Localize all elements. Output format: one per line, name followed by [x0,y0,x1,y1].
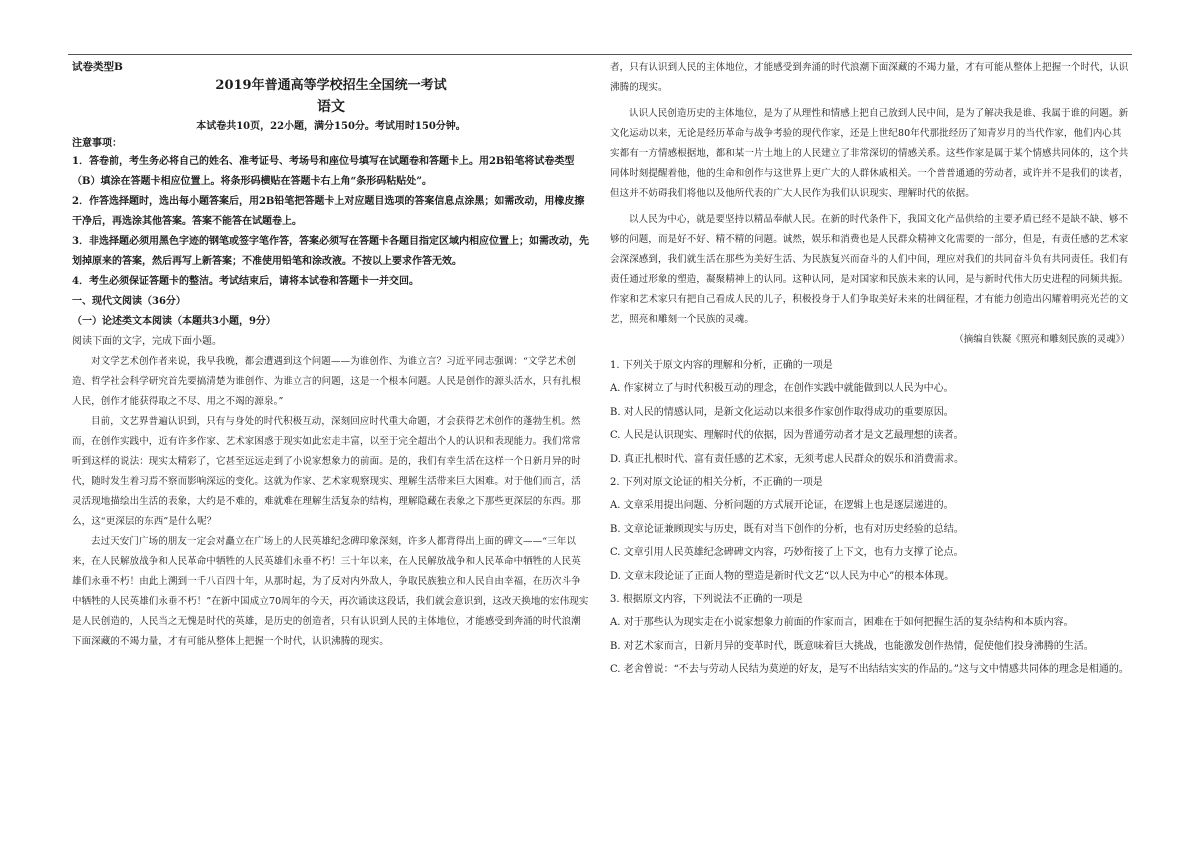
question-2-option-c: C. 文章引用人民英雄纪念碑碑文内容，巧妙衔接了上下文，也有力支撑了论点。 [610,547,964,558]
notice-item-3: 3．非选择题必须用黑色字迹的钢笔或签字笔作答，答案必须写在答题卡各题目指定区域内相应位置上；如需改动，先划掉原来的答案，然后再写上新答案；不准使用铅笔和涂改液。不按以上要求作答无效。 [72,236,589,267]
section-title: 一、现代文阅读（36分） [72,296,186,307]
left-column [72,58,590,652]
passage-paragraph-3: 去过天安门广场的朋友一定会对矗立在广场上的人民英雄纪念碑印象深刻，许多人都背得出上面的碑文——“三年以来，在人民解放战争和人民革命中牺牲的人民英雄们永垂不朽！三十年以来，在人民解放战争和人民革命中牺牲的人民英雄们永垂不朽！由此上溯到一千八百四十年，从那时起，为了反对内外敌人，争取民族独立和人民自由幸福，在历次斗争中牺牲的人民英雄们永垂不朽！”在新中国成立70周年的今天，再次诵读这段话，我们就会意识到，这改天换地的宏伟现实是人民创造的，人民当之无愧是时代的英雄，是历史的创造者，只有认识到人民的主体地位，才能感受到奔涌的时代浪潮下面深藏的不竭力量，才有可能从整体上把握一个时代，认识沸腾的现实。 [72,536,589,647]
question-1-stem: 1. 下列关于原文内容的理解和分析，正确的一项是 [610,360,833,371]
notice-item-1: 1．答卷前，考生务必将自己的姓名、准考证号、考场号和座位号填写在试题卷和答题卡上。用2B铅笔将试卷类型（B）填涂在答题卡相应位置上。将条形码横贴在答题卡右上角“条形码粘贴处”。 [72,156,575,187]
question-2-option-d: D. 文章末段论证了正面人物的塑造是新时代文艺“以人民为中心”的根本体现。 [610,570,955,582]
exam-type-label: 试卷类型B [72,61,123,73]
notice-item-2: 2．作答选择题时，选出每小题答案后，用2B铅笔把答题卡上对应题目选项的答案信息点涂黑；如需改动，用橡皮擦干净后，再选涂其他答案。答案不能答在试题卷上。 [72,196,585,227]
reading-instruction: 阅读下面的文字，完成下面小题。 [72,336,222,347]
question-1-option-b: B. 对人民的情感认同，是新文化运动以来很多作家创作取得成功的重要原因。 [610,406,954,418]
question-1-option-c: C. 人民是认识现实、理解时代的依据，因为普通劳动者才是文艺最理想的读者。 [610,430,964,441]
question-3-stem: 3. 根据原文内容，下列说法不正确的一项是 [610,594,803,605]
question-2-option-a: A. 文章采用提出问题、分析问题的方式展开论证，在逻辑上也是逐层递进的。 [610,500,954,511]
section-subtitle: （一）论述类文本阅读（本题共3小题，9分） [72,316,276,327]
passage-source: （摘编自铁凝《照亮和雕刻民族的灵魂》） [954,334,1130,345]
question-1-option-a: A. 作家树立了与时代积极互动的理念，在创作实践中就能做到以人民为中心。 [610,383,954,394]
question-2 [610,471,1130,588]
right-column [610,58,1130,682]
exam-title: 2019年普通高等学校招生全国统一考试 [215,78,447,93]
question-2-option-b: B. 文章论证兼顾现实与历史，既有对当下创作的分析，也有对历史经验的总结。 [610,523,964,535]
notice-item-4: 4．考生必须保证答题卡的整洁。考试结束后，请将本试卷和答题卡一并交回。 [72,276,419,287]
passage-paragraph-3-continued: 者，只有认识到人民的主体地位，才能感受到奔涌的时代浪潮下面深藏的不竭力量，才有可能从整体上把握一个时代，认识沸腾的现实。 [610,62,1129,93]
subject-title: 语文 [317,99,345,115]
passage-paragraph-4: 认识人民创造历史的主体地位，是为了从理性和情感上把自己放到人民中间，是为了解决我是谁、我属于谁的问题。新文化运动以来，无论是经历革命与战争考验的现代作家，还是上世纪80年代那批经历了知青岁月的当代作家，他们内心其实都有一方情感根据地，都和某一片土地上的人民建立了非常深切的情感关系。这些作家是属于某个情感共同体的，这个共同体时刻提醒着他，他的生命和创作与这世界上更广大的人群休戚相关。一个普普通通的劳动者，或许并不是我们的读者，但这并不妨碍我们将他以及他所代表的广大人民作为我们认识现实、理解时代的依据。 [610,108,1129,199]
question-2-stem: 2. 下列对原文论证的相关分析，不正确的一项是 [610,477,823,488]
notice-title: 注意事项： [72,138,122,149]
passage-paragraph-2: 目前，文艺界普遍认识到，只有与身处的时代积极互动，深刻回应时代重大命题，才会获得艺术创作的蓬勃生机。然而，在创作实践中，近有许多作家、艺术家困惑于现实如此宏走丰富，以至于完全超出个人的认识和表现能力。我们常常听到这样的说法：现实太精彩了，它甚至远远走到了小说家想象力的前面。是的，我们有幸生活在这样一个日新月异的时代，随时发生着习焉不察而影响深远的变化。这就为作家、艺术家观察现实、理解生活带来巨大困难。对于他们而言，活灵活现地描绘出生活的表象，大约是不难的，难就难在理解生活复杂的结构，理解隐藏在表象之下那些更深层的东西。那么，这“更深层的东西”是什么呢？ [72,416,581,527]
passage-paragraph-5: 以人民为中心，就是要坚持以精品奉献人民。在新的时代条件下，我国文化产品供给的主要矛盾已经不是缺不缺、够不够的问题，而是好不好、精不精的问题。诚然，娱乐和消费也是人民群众精神文化需要的一部分，但是，有责任感的艺术家会深深感到，我们就生活在那些为美好生活、为民族复兴而奋斗的人们中间，理应对我们的共同奋斗负有共同责任。我们有责任通过形象的塑造，凝聚精神上的认同。这种认同，是对国家和民族未来的认同，是与新时代伟大历史进程的同频共振。作家和艺术家只有把自己看成人民的儿子，积极投身于人们争取美好未来的壮阔征程，才有能力创造出闪耀着明亮光芒的文艺，照亮和雕刻一个民族的灵魂。 [610,214,1129,325]
question-3 [610,588,1130,682]
question-3-option-c: C. 老舍曾说：“不去与劳动人民结为莫逆的好友，是写不出结结实实的作品的。”这与文中情感共同体的理念是相通的。 [610,664,1129,675]
header-rule [68,54,1132,55]
question-1 [610,354,1130,471]
exam-summary: 本试卷共10页，22小题，满分150分。考试用时150分钟。 [196,121,466,132]
question-3-option-a: A. 对于那些认为现实走在小说家想象力前面的作家而言，困难在于如何把握生活的复杂结构和本质内容。 [610,617,1074,628]
question-3-option-b: B. 对艺术家而言，日新月异的变革时代，既意味着巨大挑战，也能激发创作热情，促使他们投身沸腾的生活。 [610,640,1094,652]
question-1-option-d: D. 真正扎根时代、富有责任感的艺术家，无须考虑人民群众的娱乐和消费需求。 [610,453,965,465]
passage-paragraph-1: 对文学艺术创作者来说，我早我晚，都会遭遇到这个问题——为谁创作、为谁立言？习近平同志强调：“文学艺术创造、哲学社会科学研究首先要搞清楚为谁创作、为谁立言的问题，这是一个根本问题。人民是创作的源头活水，只有扎根人民，创作才能获得取之不尽、用之不竭的源泉。” [72,356,581,407]
